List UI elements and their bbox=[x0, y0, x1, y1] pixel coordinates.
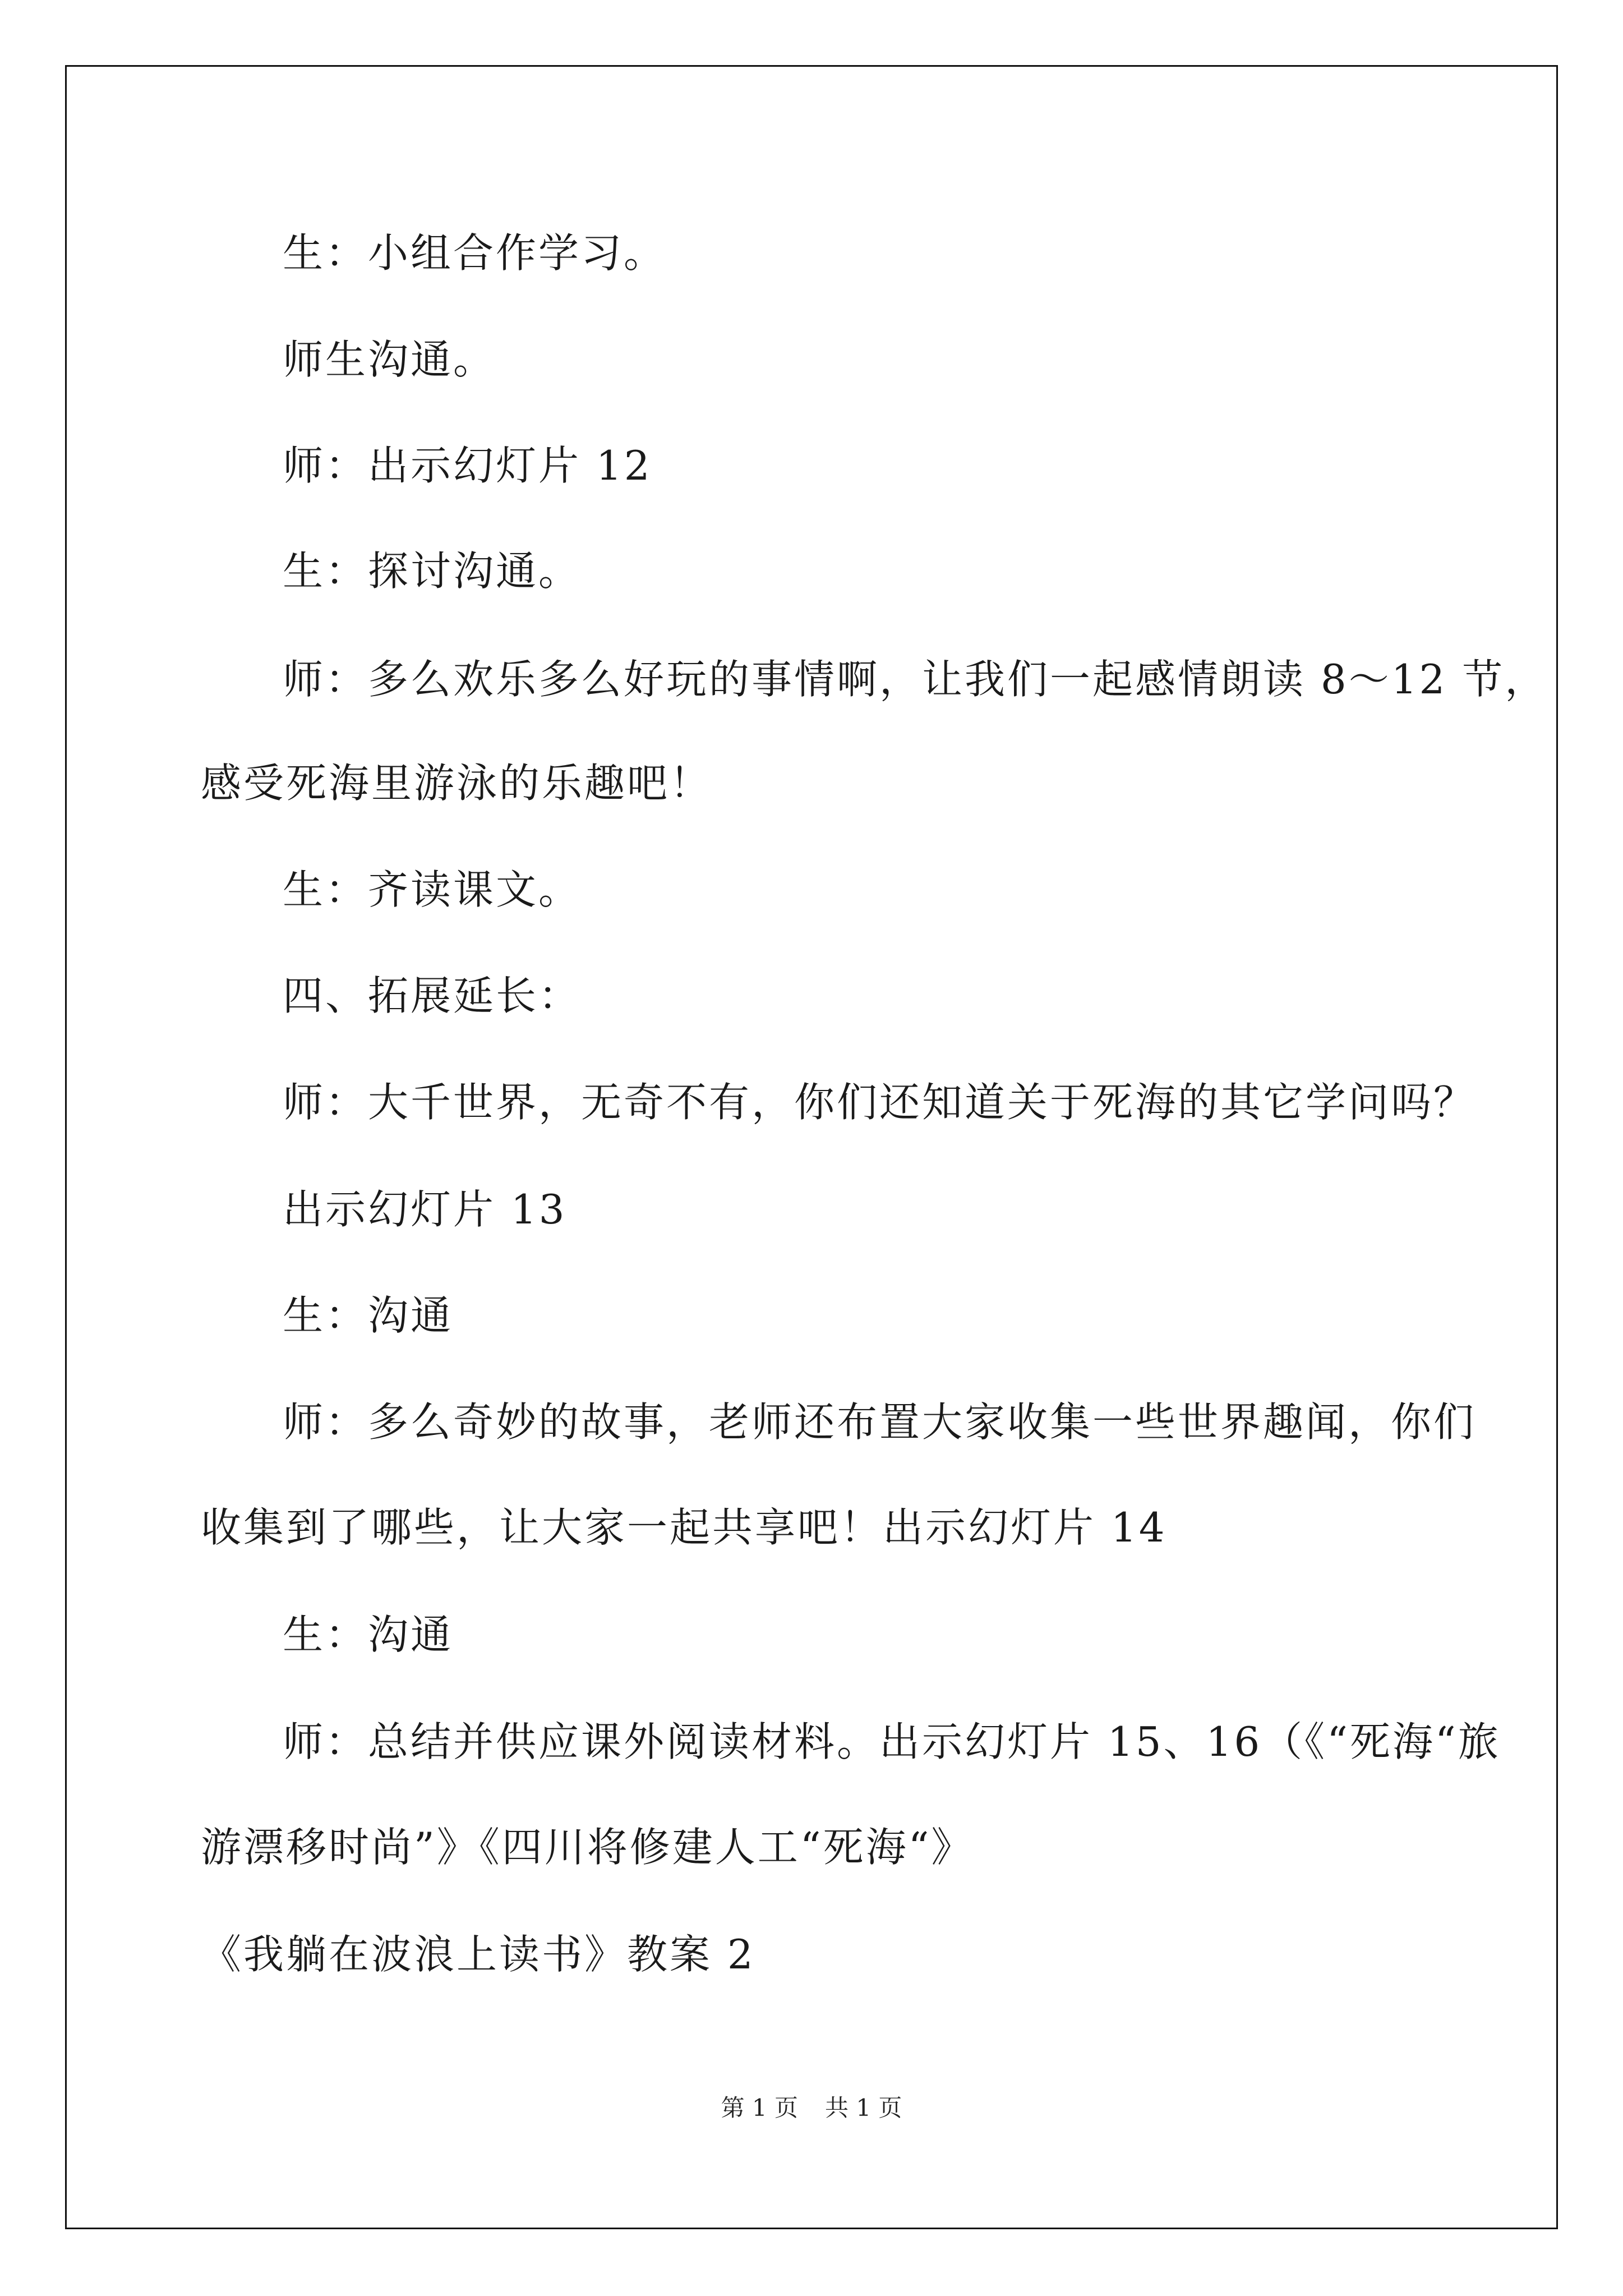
document-title: 《我躺在波浪上读书》教案 2 bbox=[201, 1931, 755, 1978]
text-line: 生：小组合作学习。 bbox=[283, 229, 667, 277]
text-line: 生：探讨沟通。 bbox=[283, 547, 582, 595]
page-border bbox=[65, 65, 1558, 2229]
text-line: 师：总结并供应课外阅读材料。出示幻灯片 15、16（《“死海“旅 bbox=[283, 1718, 1501, 1765]
text-line: 收集到了哪些，让大家一起共享吧！出示幻灯片 14 bbox=[201, 1504, 1167, 1551]
text-line: 师生沟通。 bbox=[283, 336, 496, 383]
text-line: 生：沟通 bbox=[283, 1611, 454, 1658]
page-footer bbox=[0, 2092, 1623, 2124]
text-line: 生：沟通 bbox=[283, 1292, 454, 1339]
text-line: 师：出示幻灯片 12 bbox=[283, 442, 652, 489]
text-line: 师：多么奇妙的故事，老师还布置大家收集一些世界趣闻，你们 bbox=[283, 1398, 1477, 1446]
page-number: 第 1 页 bbox=[721, 2094, 798, 2122]
text-line: 师：多么欢乐多么好玩的事情啊，让我们一起感情朗读 8～12 节， bbox=[283, 656, 1548, 703]
text-line: 感受死海里游泳的乐趣吧！ bbox=[201, 760, 713, 807]
text-line: 出示幻灯片 13 bbox=[283, 1186, 567, 1233]
text-line: 师：大千世界，无奇不有，你们还知道关于死海的其它学问吗？ bbox=[283, 1079, 1477, 1126]
section-heading: 四、拓展延长： bbox=[283, 972, 582, 1019]
page-total: 共 1 页 bbox=[825, 2094, 902, 2122]
text-line: 游漂移时尚”》《四川将修建人工“死海“》 bbox=[201, 1824, 974, 1871]
text-line: 生：齐读课文。 bbox=[283, 866, 582, 913]
